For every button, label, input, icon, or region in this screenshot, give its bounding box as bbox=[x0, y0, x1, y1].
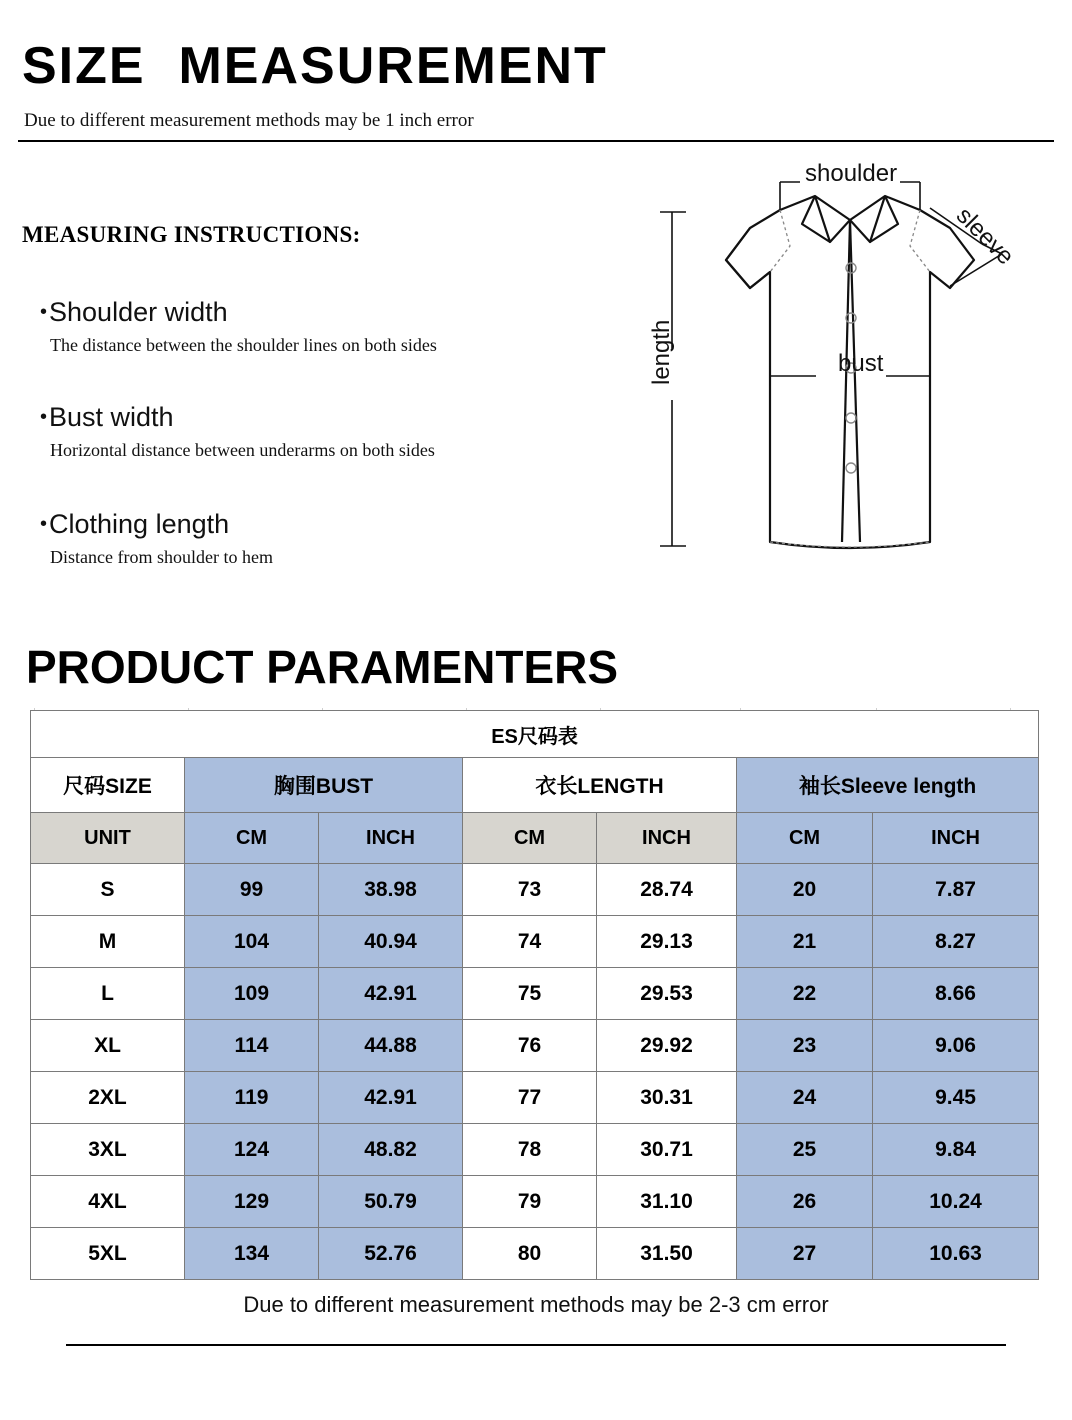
instructions-heading: MEASURING INSTRUCTIONS: bbox=[22, 222, 361, 247]
cell-bust-cm: 134 bbox=[185, 1228, 319, 1280]
cell-length-inch: 30.71 bbox=[597, 1124, 737, 1176]
header-sleeve: 袖长Sleeve length bbox=[737, 758, 1039, 813]
cell-length-inch: 30.31 bbox=[597, 1072, 737, 1124]
table-group-header-row bbox=[31, 758, 1039, 813]
cell-bust-cm: 109 bbox=[185, 968, 319, 1020]
cell-length-inch: 29.13 bbox=[597, 916, 737, 968]
cell-bust-cm: 114 bbox=[185, 1020, 319, 1072]
page-title: SIZE MEASUREMENT bbox=[22, 37, 608, 95]
cell-sleeve-cm: 20 bbox=[737, 864, 873, 916]
instruction-label: • Bust width bbox=[40, 403, 600, 433]
cell-sleeve-inch: 8.66 bbox=[873, 968, 1039, 1020]
cell-length-cm: 75 bbox=[463, 968, 597, 1020]
cell-sleeve-cm: 27 bbox=[737, 1228, 873, 1280]
cell-size: 3XL bbox=[31, 1124, 185, 1176]
diagram-label-shoulder: shoulder bbox=[805, 160, 898, 187]
cell-sleeve-inch: 9.45 bbox=[873, 1072, 1039, 1124]
table-row bbox=[31, 1176, 1039, 1228]
cell-bust-cm: 104 bbox=[185, 916, 319, 968]
cell-bust-inch: 40.94 bbox=[319, 916, 463, 968]
cell-bust-inch: 44.88 bbox=[319, 1020, 463, 1072]
cell-bust-cm: 129 bbox=[185, 1176, 319, 1228]
cell-size: S bbox=[31, 864, 185, 916]
instruction-desc: The distance between the shoulder lines on both sides bbox=[50, 334, 437, 355]
cell-bust-inch: 42.91 bbox=[319, 968, 463, 1020]
cell-sleeve-inch: 9.84 bbox=[873, 1124, 1039, 1176]
unit-bust-cm: CM bbox=[185, 813, 319, 864]
unit-bust-inch: INCH bbox=[319, 813, 463, 864]
instruction-item bbox=[40, 298, 600, 356]
cell-bust-cm: 124 bbox=[185, 1124, 319, 1176]
page-subtitle: Due to different measurement methods may be 1 inch error bbox=[24, 110, 474, 131]
cell-bust-inch: 42.91 bbox=[319, 1072, 463, 1124]
cell-size: L bbox=[31, 968, 185, 1020]
header-divider bbox=[18, 140, 1054, 142]
diagram-label-sleeve: sleeve bbox=[950, 202, 1020, 271]
cell-length-inch: 28.74 bbox=[597, 864, 737, 916]
cell-length-cm: 76 bbox=[463, 1020, 597, 1072]
cell-sleeve-cm: 25 bbox=[737, 1124, 873, 1176]
diagram-label-bust: bust bbox=[838, 350, 884, 377]
instruction-item bbox=[40, 510, 600, 568]
cell-bust-inch: 50.79 bbox=[319, 1176, 463, 1228]
header-bust: 胸围BUST bbox=[185, 758, 463, 813]
cell-size: 5XL bbox=[31, 1228, 185, 1280]
table-row bbox=[31, 1020, 1039, 1072]
instruction-label: • Shoulder width bbox=[40, 298, 600, 328]
product-parameters-title: PRODUCT PARAMENTERS bbox=[26, 641, 619, 693]
cell-length-inch: 31.50 bbox=[597, 1228, 737, 1280]
cell-length-cm: 78 bbox=[463, 1124, 597, 1176]
cell-length-inch: 29.53 bbox=[597, 968, 737, 1020]
cell-bust-inch: 48.82 bbox=[319, 1124, 463, 1176]
instruction-item bbox=[40, 403, 600, 461]
cell-length-inch: 31.10 bbox=[597, 1176, 737, 1228]
cell-sleeve-cm: 22 bbox=[737, 968, 873, 1020]
unit-sleeve-cm: CM bbox=[737, 813, 873, 864]
cell-sleeve-cm: 26 bbox=[737, 1176, 873, 1228]
cell-size: XL bbox=[31, 1020, 185, 1072]
cell-bust-cm: 119 bbox=[185, 1072, 319, 1124]
cell-length-cm: 79 bbox=[463, 1176, 597, 1228]
table-row bbox=[31, 1072, 1039, 1124]
diagram-label-length: length bbox=[648, 319, 675, 385]
table-row bbox=[31, 1124, 1039, 1176]
size-table bbox=[30, 710, 1039, 1280]
cell-sleeve-inch: 7.87 bbox=[873, 864, 1039, 916]
cell-sleeve-inch: 10.63 bbox=[873, 1228, 1039, 1280]
size-table-container bbox=[30, 710, 1038, 1280]
footer-divider bbox=[66, 1344, 1006, 1346]
cell-bust-cm: 99 bbox=[185, 864, 319, 916]
unit-length-inch: INCH bbox=[597, 813, 737, 864]
cell-size: M bbox=[31, 916, 185, 968]
table-row bbox=[31, 916, 1039, 968]
instruction-desc: Horizontal distance between underarms on both sides bbox=[50, 439, 435, 460]
table-row bbox=[31, 864, 1039, 916]
cell-sleeve-cm: 24 bbox=[737, 1072, 873, 1124]
cell-length-cm: 77 bbox=[463, 1072, 597, 1124]
shirt-diagram bbox=[630, 150, 1070, 580]
cell-sleeve-inch: 10.24 bbox=[873, 1176, 1039, 1228]
cell-size: 2XL bbox=[31, 1072, 185, 1124]
cell-size: 4XL bbox=[31, 1176, 185, 1228]
unit-label: UNIT bbox=[31, 813, 185, 864]
unit-sleeve-inch: INCH bbox=[873, 813, 1039, 864]
table-note: Due to different measurement methods may be 2-3 cm error bbox=[243, 1292, 829, 1317]
header-size: 尺码SIZE bbox=[31, 758, 185, 813]
cell-sleeve-inch: 9.06 bbox=[873, 1020, 1039, 1072]
cell-length-inch: 29.92 bbox=[597, 1020, 737, 1072]
unit-length-cm: CM bbox=[463, 813, 597, 864]
cell-length-cm: 73 bbox=[463, 864, 597, 916]
table-title-row bbox=[31, 711, 1039, 758]
table-title: ES尺码表 bbox=[31, 711, 1039, 758]
cell-sleeve-cm: 23 bbox=[737, 1020, 873, 1072]
table-row bbox=[31, 1228, 1039, 1280]
table-row bbox=[31, 968, 1039, 1020]
cell-length-cm: 74 bbox=[463, 916, 597, 968]
cell-length-cm: 80 bbox=[463, 1228, 597, 1280]
header-length: 衣长LENGTH bbox=[463, 758, 737, 813]
table-unit-row bbox=[31, 813, 1039, 864]
cell-bust-inch: 52.76 bbox=[319, 1228, 463, 1280]
instruction-desc: Distance from shoulder to hem bbox=[50, 546, 273, 567]
cell-bust-inch: 38.98 bbox=[319, 864, 463, 916]
cell-sleeve-inch: 8.27 bbox=[873, 916, 1039, 968]
cell-sleeve-cm: 21 bbox=[737, 916, 873, 968]
instruction-label: • Clothing length bbox=[40, 510, 600, 540]
